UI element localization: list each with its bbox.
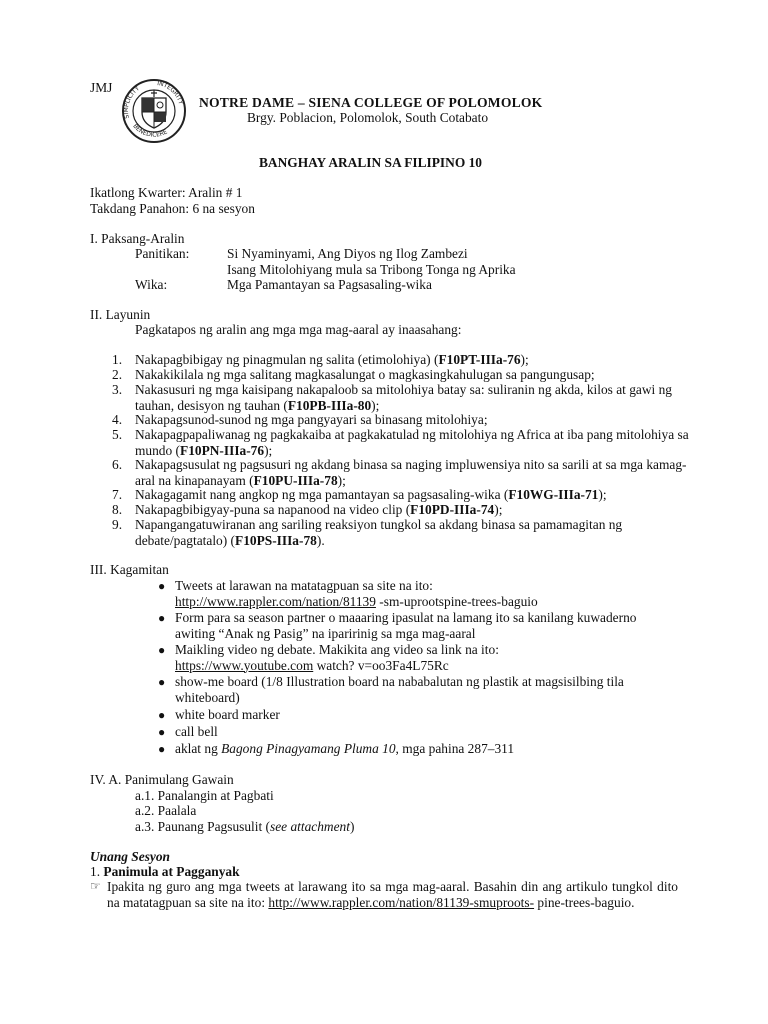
panitikan-subtitle: Isang Mitolohiyang mula sa Tribong Tonga ng Aprika [227, 262, 516, 277]
competency-code: F10PS-IIIa-78 [235, 532, 317, 548]
objective-number: 8. [112, 502, 123, 517]
materials-item: Tweets at larawan na matatagpuan sa site na ito: http://www.rappler.com/nation/81139 -sm-uprootspine-trees-baguio [175, 578, 538, 609]
section-1-heading: I. Paksang-Aralin [90, 231, 185, 246]
bullet-icon: ● [158, 611, 166, 625]
activity-item: a.2. Paalala [135, 803, 197, 818]
bullet-icon: ● [158, 725, 166, 739]
competency-code: F10PB-IIIa-80 [287, 397, 372, 413]
seal-text-bottom: BENEDICERE [131, 122, 169, 139]
bullet-icon: ● [158, 708, 166, 722]
materials-item: aklat ng Bagong Pinagyamang Pluma 10, mga pahina 287–311 [175, 741, 515, 756]
materials-item: call bell [175, 724, 218, 739]
objective-number: 4. [112, 412, 123, 427]
objective-item: Nakasusuri ng mga kaisipang nakapaloob sa mitolohiya batay sa: suliranin ng akda, kilos at gawi ng tauhan, desisyon ng tauhan (F10PB-IIIa-80); [135, 382, 672, 413]
wika-value: Mga Pamantayan sa Pagsasaling-wika [227, 277, 432, 292]
objective-number: 2. [112, 367, 123, 382]
quarter-line: Ikatlong Kwarter: Aralin # 1 [90, 185, 243, 200]
objective-item: Nakapagsusulat ng pagsusuri ng akdang binasa sa naging impluwensiya nito sa sarili at sa mga kamag-aral na kinapanayam (F10PU-IIIa-78); [135, 457, 687, 488]
objective-item: Nakapagsunod-sunod ng mga pangyayari sa binasang mitolohiya; [135, 412, 488, 427]
rappler-link[interactable]: http://www.rappler.com/nation/81139 [175, 593, 376, 609]
pointing-hand-icon: ☞ [90, 879, 101, 893]
school-seal-logo [121, 78, 187, 144]
objective-number: 5. [112, 427, 123, 442]
jmj-label: JMJ [90, 80, 113, 95]
seal-text-right: INTEGRITY [156, 80, 185, 106]
book-title: Bagong Pinagyamang Pluma 10 [221, 741, 396, 756]
objectives-intro: Pagkatapos ng aralin ang mga mga mag-aaral ay inaasahang: [135, 322, 462, 337]
activity-item: a.3. Paunang Pagsusulit (see attachment) [135, 819, 355, 834]
objective-item: Nakapagpapaliwanag ng pagkakaiba at pagkakatulad ng mitolohiya ng Africa at iba pang mitolohiya sa mundo (F10PN-IIIa-76); [135, 427, 689, 458]
rappler-article-link[interactable]: http://www.rappler.com/nation/81139-smuproots- [268, 894, 535, 910]
objective-number: 1. [112, 352, 123, 367]
objective-number: 3. [112, 382, 123, 397]
objective-item: Nakapagbibigay ng pinagmulan ng salita (etimolohiya) (F10PT-IIIa-76); [135, 352, 529, 367]
document-title: BANGHAY ARALIN SA FILIPINO 10 [259, 155, 482, 170]
section-4-heading: IV. A. Panimulang Gawain [90, 772, 234, 787]
bullet-icon: ● [158, 579, 166, 593]
time-allotment-line: Takdang Panahon: 6 na sesyon [90, 201, 255, 216]
youtube-link[interactable]: https://www.youtube.com [175, 657, 314, 673]
materials-item: Maikling video ng debate. Makikita ang video sa link na ito: https://www.youtube.com watch? v=oo3Fa4L75Rc [175, 642, 499, 673]
instruction-paragraph: Ipakita ng guro ang mga tweets at larawang ito sa mga mag-aaral. Basahin din ang artikulo tungkol dito na matatagpuan sa site na ito: http://www.rappler.com/nation/81139-smuproots- pine-trees-baguio. [107, 879, 678, 910]
objective-item: Nakapagbibigyay-puna sa napanood na video clip (F10PD-IIIa-74); [135, 502, 503, 517]
activity-item: a.1. Panalangin at Pagbati [135, 788, 274, 803]
svg-text:SIMPLICITY [123, 85, 141, 119]
school-name: NOTRE DAME – SIENA COLLEGE OF POLOMOLOK [199, 95, 543, 110]
competency-code: F10PN-IIIa-76 [180, 442, 265, 458]
objective-number: 6. [112, 457, 123, 472]
bullet-icon: ● [158, 643, 166, 657]
competency-code: F10PD-IIIa-74 [410, 502, 495, 517]
objective-number: 7. [112, 487, 123, 502]
objective-item: Napangangatuwiranan ang sariling reaksiyon tungkol sa akdang binasa sa pamamagitan ng debate/pagtatalo) (F10PS-IIIa-78). [135, 517, 623, 548]
subsection-heading: 1. Panimula at Pagganyak [90, 864, 240, 879]
wika-label: Wika: [135, 277, 168, 292]
competency-code: F10PT-IIIa-76 [438, 352, 521, 367]
panitikan-label: Panitikan: [135, 246, 190, 261]
bullet-icon: ● [158, 742, 166, 756]
materials-item: white board marker [175, 707, 280, 722]
seal-text-left: SIMPLICITY [122, 85, 141, 120]
bullet-icon: ● [158, 675, 166, 689]
objective-number: 9. [112, 517, 123, 532]
section-2-heading: II. Layunin [90, 307, 151, 322]
materials-item: show-me board (1/8 Illustration board na nababalutan ng plastik at magsisilbing tila whiteboard) [175, 674, 624, 705]
section-3-heading: III. Kagamitan [90, 562, 169, 577]
objective-item: Nakakikilala ng mga salitang magkasalungat o magkasingkahulugan sa pangungusap; [135, 367, 595, 382]
session-heading: Unang Sesyon [90, 849, 170, 864]
materials-item: Form para sa season partner o maaaring ipasulat na lamang ito sa kanilang kuwaderno awiting “Anak ng Pasig” na iparirinig sa mga mag-aaral [175, 610, 637, 641]
competency-code: F10WG-IIIa-71 [508, 487, 599, 502]
competency-code: F10PU-IIIa-78 [253, 472, 338, 488]
objective-item: Nakagagamit nang angkop ng mga pamantayan sa pagsasaling-wika (F10WG-IIIa-71); [135, 487, 607, 502]
panitikan-title: Si Nyaminyami, Ang Diyos ng Ilog Zambezi [227, 246, 468, 261]
school-address: Brgy. Poblacion, Polomolok, South Cotabato [247, 110, 489, 125]
